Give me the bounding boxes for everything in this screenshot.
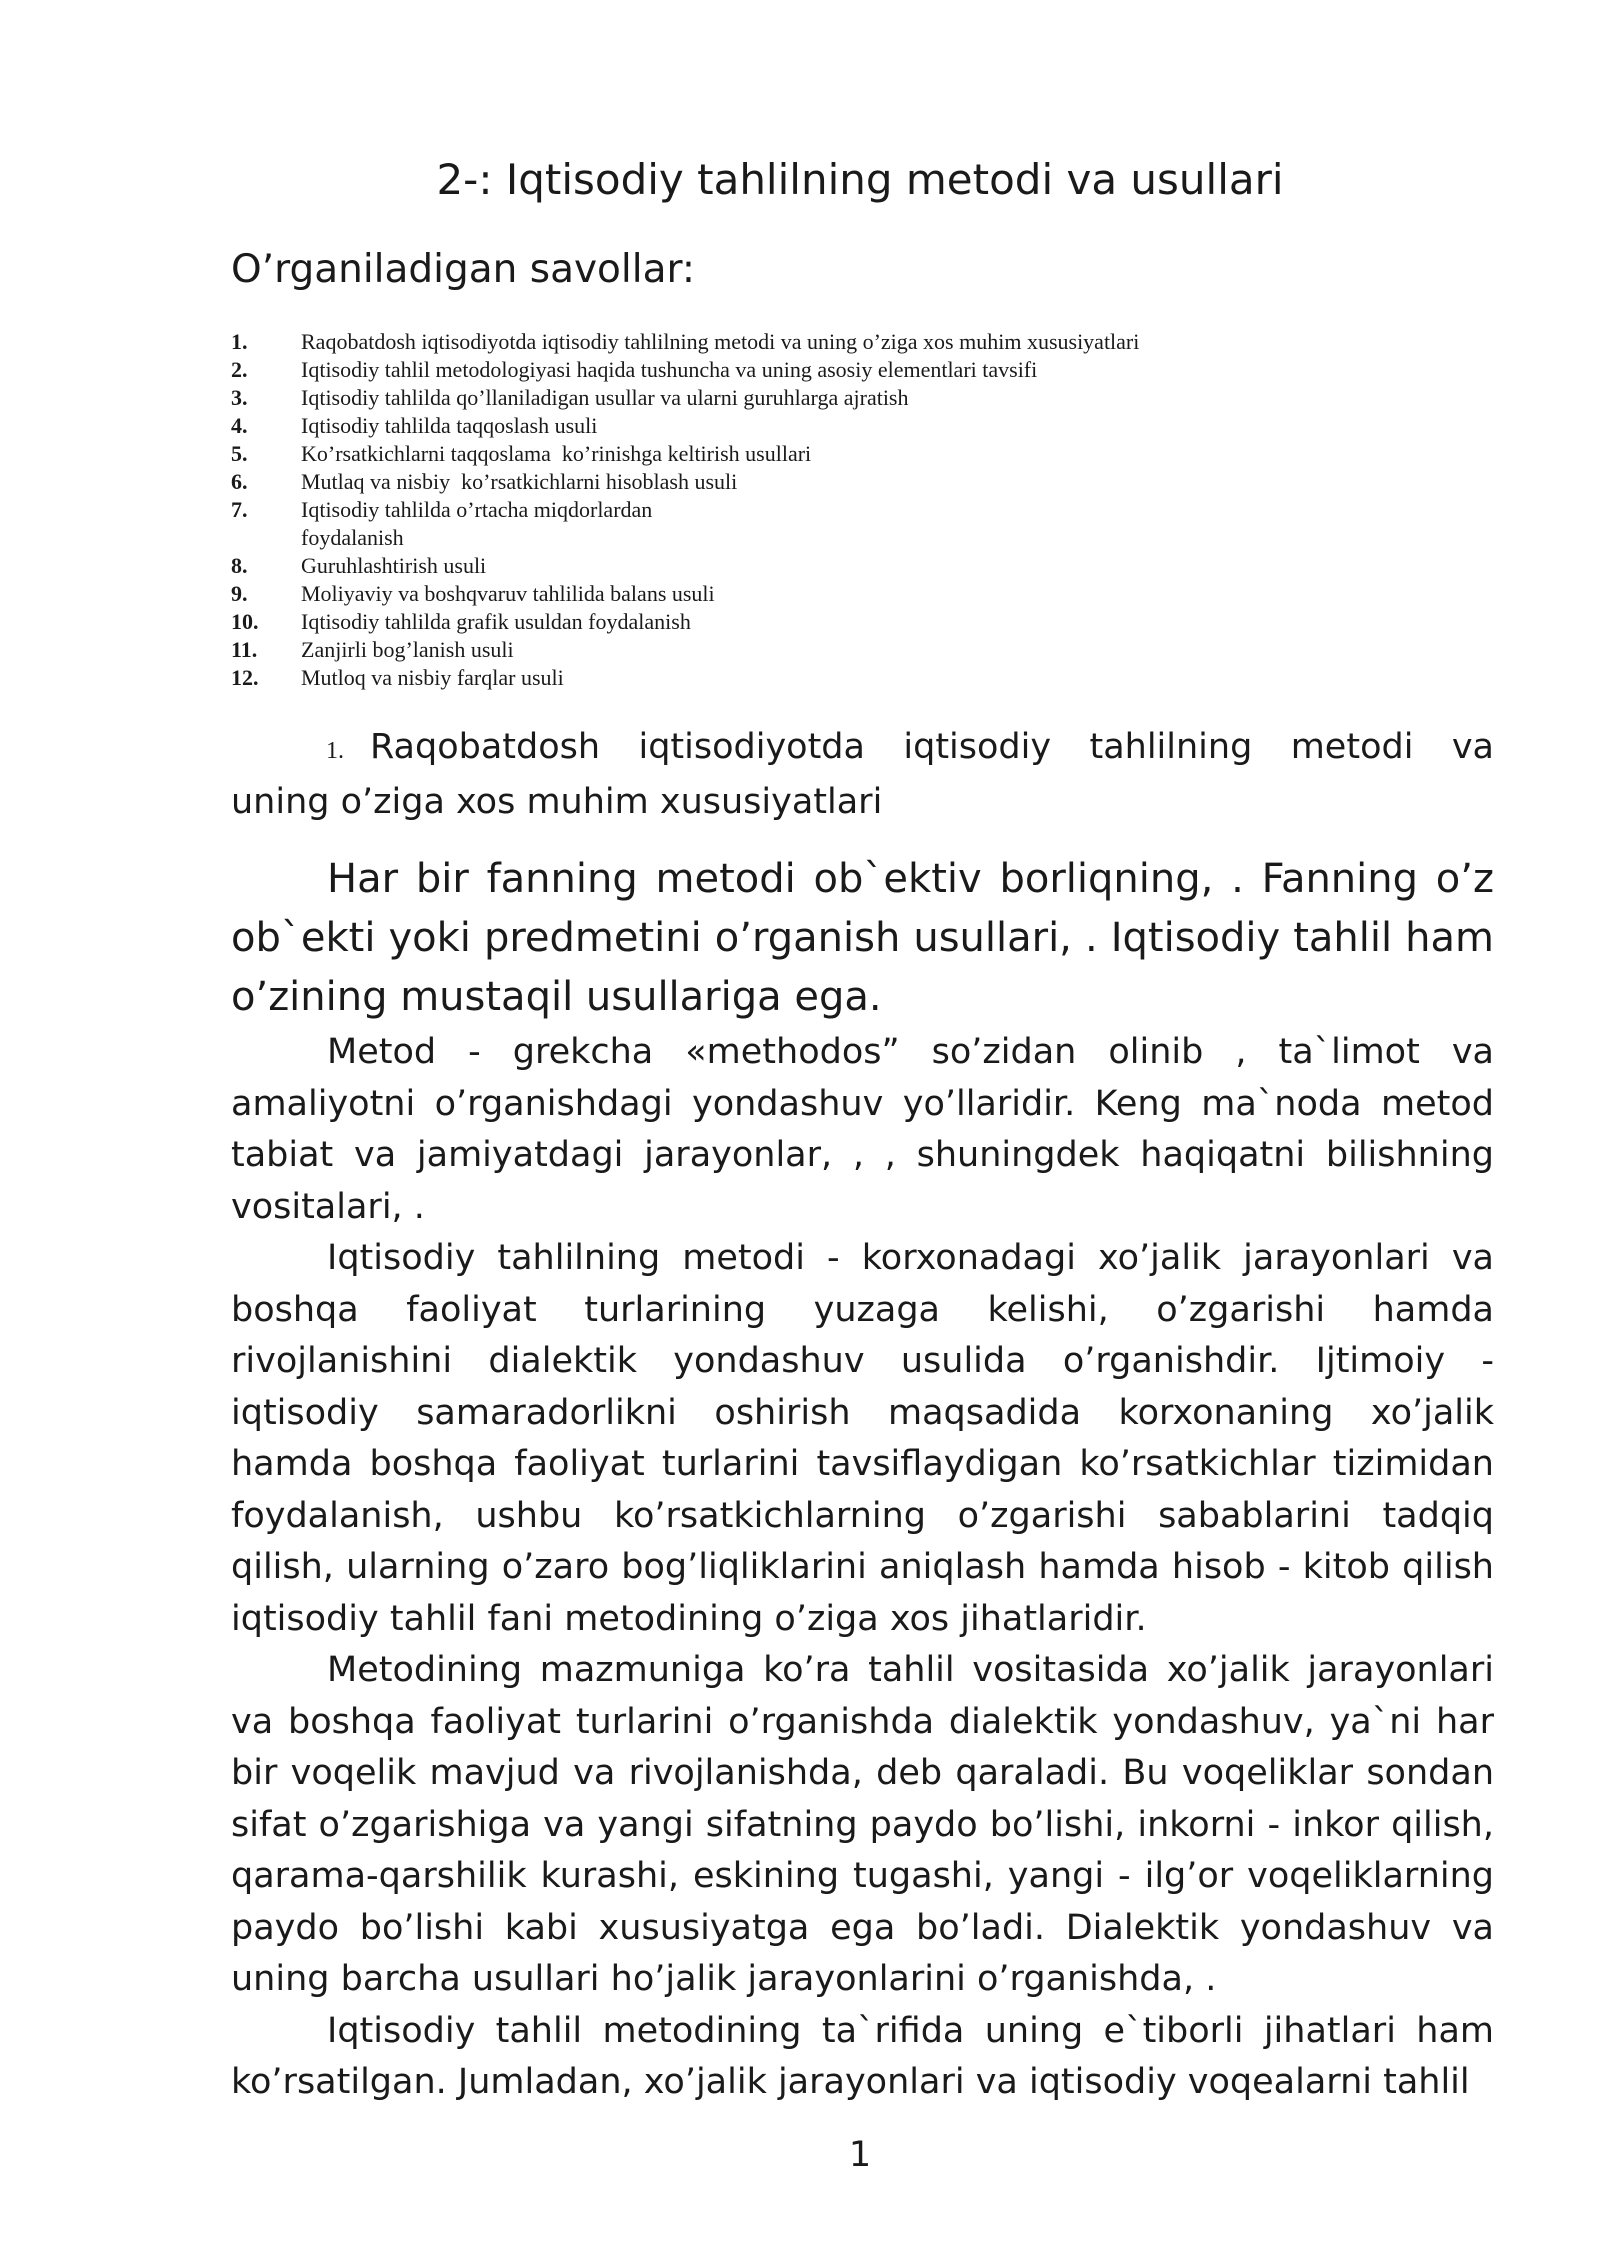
list-item-text: Iqtisodiy tahlilda grafik usuldan foydalanish [301, 609, 691, 634]
list-item-text: Zanjirli bog’lanish usuli [301, 637, 514, 662]
list-item [231, 636, 1491, 664]
section-heading-line [231, 722, 1494, 777]
list-item-number: 2. [231, 357, 248, 382]
list-item-number: 9. [231, 581, 248, 606]
list-item-number: 12. [231, 665, 259, 690]
list-item-text [301, 496, 1491, 552]
list-item-text: Raqobatdosh iqtisodiyotda iqtisodiy tahlilning metodi va uning o’ziga xos muhim xususiyatlari [301, 329, 1140, 354]
page-subtitle: O’rganiladigan savollar: [231, 247, 695, 292]
list-item-text: Mutloq va nisbiy farqlar usuli [301, 665, 564, 690]
list-item-text: Guruhlashtirish usuli [301, 553, 487, 578]
list-item-number: 3. [231, 385, 248, 410]
list-item [231, 580, 1491, 608]
page-title: 2-: Iqtisodiy tahlilning metodi va usullari [436, 155, 1284, 204]
paragraph: Iqtisodiy tahlil metodining ta`rifida uning e`tiborli jihatlari ham ko’rsatilgan. Jumladan, xo’jalik jarayonlari va iqtisodiy voqealarni tahlil [231, 2010, 1494, 2102]
list-item-number: 7. [231, 497, 248, 522]
list-item-text-line: foydalanish [301, 525, 404, 550]
list-item-number: 1. [231, 329, 248, 354]
paragraph: Metodining mazmuniga ko’ra tahlil vositasida xo’jalik jarayonlari va boshqa faoliyat turlarini o’rganishda dialektik yondashuv, ya`ni har bir voqelik mavjud va rivojlanishda, deb qaraladi. Bu voqeliklar sondan sifat o’zgarishiga va yangi sifatning paydo bo’lishi, inkorni - inkor qilish, qarama-qarshilik kurashi, eskining tugashi, yangi - ilg’or voqeliklarning paydo bo’lishi kabi xususiyatga ega bo’ladi. Dialektik yondashuv va uning barcha usullari ho’jalik jarayonlarini o’rganishda, . [231, 1650, 1494, 1999]
list-item-number: 5. [231, 441, 248, 466]
list-item-text: Iqtisodiy tahlil metodologiyasi haqida tushuncha va uning asosiy elementlari tavsifi [301, 357, 1038, 382]
section-heading [231, 722, 1494, 828]
list-item-text: Iqtisodiy tahlilda qo’llaniladigan usullar va ularni guruhlarga ajratish [301, 385, 909, 410]
list-item-number: 11. [231, 637, 258, 662]
list-item [231, 468, 1491, 496]
section-heading-text: Raqobatdosh iqtisodiyotda iqtisodiy tahlilning metodi va [370, 727, 1494, 767]
list-item [231, 552, 1491, 580]
list-item-text: Moliyaviy va boshqvaruv tahlilida balans usuli [301, 581, 715, 606]
paragraph: Metod - grekcha «methodos” so’zidan olinib , ta`limot va amaliyotni o’rganishdagi yondashuv yo’llaridir. Keng ma`noda metod tabiat va jamiyatdagi jarayonlar, , , shuningdek haqiqatni bilishning vositalari, . [231, 1032, 1494, 1227]
list-item-number: 8. [231, 553, 248, 578]
list-item-number: 10. [231, 609, 259, 634]
list-item [231, 328, 1491, 356]
list-item [231, 356, 1491, 384]
list-item-number: 4. [231, 413, 248, 438]
paragraph: Iqtisodiy tahlilning metodi - korxonadagi xo’jalik jarayonlari va boshqa faoliyat turlarining yuzaga kelishi, o’zgarishi hamda rivojlanishini dialektik yondashuv usulida o’rganishdir. Ijtimoiy - iqtisodiy samaradorlikni oshirish maqsadida korxonaning xo’jalik hamda boshqa faoliyat turlarini tavsiflaydigan ko’rsatkichlar tizimidan foydalanish, ushbu ko’rsatkichlarning o’zgarishi sabablarini tadqiq qilish, ularning o’zaro bog’liqliklarini aniqlash hamda hisob - kitob qilish iqtisodiy tahlil fani metodining o’ziga xos jihatlaridir. [231, 1238, 1494, 1639]
questions-list [231, 328, 1491, 692]
list-item [231, 664, 1491, 692]
list-item [231, 412, 1491, 440]
list-item-number: 6. [231, 469, 248, 494]
list-item [231, 496, 1491, 552]
list-item-text: Ko’rsatkichlarni taqqoslama ko’rinishga keltirish usullari [301, 441, 812, 466]
list-item [231, 384, 1491, 412]
list-item-text: Mutlaq va nisbiy ko’rsatkichlarni hisoblash usuli [301, 469, 738, 494]
list-item-text-line: Iqtisodiy tahlilda o’rtacha miqdorlardan [301, 497, 653, 522]
section-heading-line: uning o’ziga xos muhim xususiyatlari [231, 782, 883, 822]
list-item-text: Iqtisodiy tahlilda taqqoslash usuli [301, 413, 598, 438]
page-number: 1 [848, 2135, 872, 2175]
list-item [231, 440, 1491, 468]
section-number: 1. [326, 738, 344, 764]
lead-paragraph: Har bir fanning metodi ob`ektiv borliqning, . Fanning o’z ob`ekti yoki predmetini o’rganish usullari, . Iqtisodiy tahlil ham o’zining mustaqil usullariga ega. [231, 856, 1494, 1020]
list-item [231, 608, 1491, 636]
body-text [231, 850, 1494, 2109]
